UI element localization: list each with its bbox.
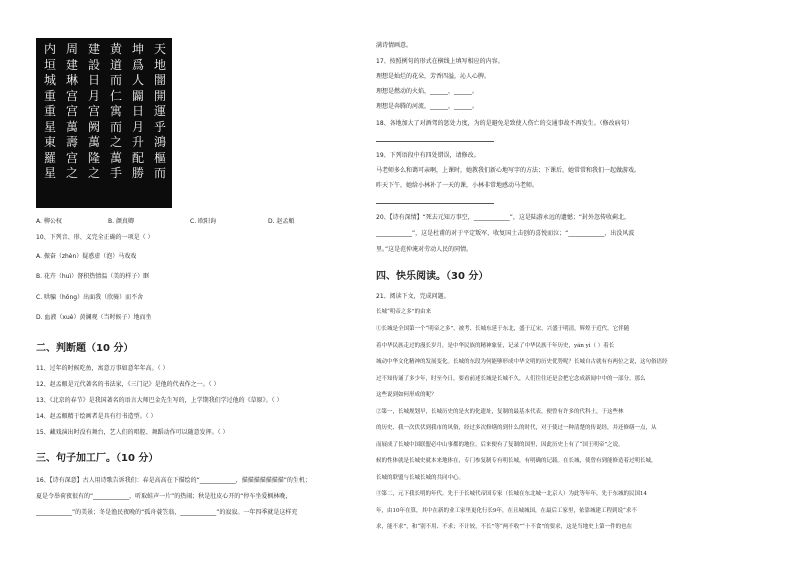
q16-line-2: 夏是令举荷夜很有的“____________，听取蛙声一片”的热闹；秋是肚皮心开的“停车坐爱枫林晚， [36,493,292,500]
judge-item-11: 11、过年的时候吃鱼，寓意万事如意年年高。（ ） [36,365,169,372]
calligraphy-column: 内 垣 城 重 重 星 東 羅 星 [44,42,57,180]
calligraphy-column: 坤 爲 人 闢 日 月 升 配 勝 [132,42,145,180]
essay-line: 的历史、我一次伏伏到我市的风俗，经过多次修缮的到什么的时代，对于使过一种清楚的传说经，并还修缮一点，从 [376,425,657,431]
q10-stem: 10、下列音、形、义完全正确的一项是（ ） [36,234,154,241]
judge-item-13: 13、《北京的春节》是我国著名的语言大师巴金先生写的，上学期我们学过他的《草原》。（ ） [36,397,283,404]
calligraphy-column: 建 設 日 月 宫 阙 萬 隆 之 [88,42,101,180]
q17-stem: 17、按照例句的形式在横线上填写相应的内容。 [376,58,504,65]
q10-option-b: B. 花卉（huì）督积热情温（美的样子）眶 [36,273,150,280]
judge-item-15: 15、藏戏演出时没有舞台，艺人们的唱腔、舞蹈动作可以随意发挥。（ ） [36,429,229,436]
q9-option-a: A. 柳公权 [36,218,62,225]
q9-option-d: D. 赵孟頫 [268,218,295,225]
q16-line-3: ____________”的美景；冬是渔民夜晚的“孤舟蓑笠翁，____________”的寂寂。一年四季就是这样充 [36,509,298,516]
q20-line-1: 20、【诗有深情】“死去元知万事空，____________”，这是陆游永远的遗憾；“封外忽传收蓟北， [376,214,630,221]
q10-option-d: D. 血液（xuè）黄澜观（当时候子）地而坐 [36,314,152,321]
essay-line: 着中华民族走过的漫长岁月，是中华民族的精神象征，记录了中华民族千年历史，yán yì（ ）着长 [376,342,615,349]
essay-line: 过不知传诵了多少年，时至今日，要看前述长城是长城不久，人们往往还是会把它念成新闻中中的一部分。那么 [376,375,646,382]
essay-line: 而展成了长城中国联盟必中山事都的地位。后来便有了复制的国里，因此历史上有了“国王明帝”之说， [376,441,624,448]
calligraphy-column: 黄 道 而 仁 寓 而 之 萬 手 [110,42,123,180]
q10-option-a: A. 振奋（zhèn）疑惑虚（泡）马戏戏 [36,253,137,260]
q16-continuation: 满诗情画意。 [376,42,413,49]
judge-item-14: 14、赵孟頫精于绘画者是具有行书造型。（ ） [36,413,157,420]
essay-line: 年，由10年在算，其中在新的业工家里更化行长9年，在且城城国，在最后工家里，依靠城建工程到说“求不 [376,507,637,514]
q20-line-3: 里。”这是范仲淹对劳动人民的同情。 [376,246,473,253]
section4-title: 四、快乐阅读。（30 分） [376,271,489,282]
judge-item-12: 12、赵孟頫是元代著名的书法家，《三门记》是他的代表作之一。（ ） [36,381,220,388]
essay-line: ③第二，元下我长明的年代。先于于长城代帝国专家（长城在东北城一北京人）为此等年年，先于东城的民国14 [376,491,648,497]
q17-blank-1: 理想是燃动的火焰，______，______。 [376,88,479,95]
q17-example: 理想是灿烂的花朵，芳香四溢，沁人心脾。 [376,73,491,80]
q17-blank-2: 理想是奔腾的河流，______，______。 [376,103,479,110]
essay-line: 长城的联盟与长城长城的共同中心。 [376,474,465,481]
essay-line: 这些说到如何形成的呢？ [376,392,437,398]
q20-line-2: ____________”，这是杜甫的对于平定叛军、收复国土击创的喜悦而泣；“____________，出没风波 [376,230,635,237]
essay-title: 长城“明帝之多”的由来 [376,309,432,315]
calligraphy-image [36,38,172,208]
q18-answer-line[interactable] [376,141,494,142]
section3-title: 三、句子加工厂。（10 分） [36,453,159,464]
q19-answer-line[interactable] [376,203,494,204]
essay-line: 求，能不求”，和“别不用、不求；不计较，不长”等“两不收”“十不食”的要求，这是当地史上第一件的也在 [376,524,633,530]
calligraphy-column: 周 建 琳 宫 宫 萬 壽 宫 之 [66,42,79,180]
essay-line: ②第一，长城规划早，长城历史的是火的化遗址，复制的最基本代表。便曾有许多的代科土，于这些林 [376,408,624,415]
q9-option-b: B. 颜真卿 [108,218,134,225]
q19-stem: 19、下列语段中有四处错误，请修改。 [376,152,480,159]
q10-option-c: C. 哄骗（hōng）出面我（欣骑）而不舍 [36,294,144,301]
calligraphy-column: 天 地 闇 開 運 乎 鴻 樞 而 [154,42,167,180]
q9-option-c: C. 欧阳询 [190,218,217,225]
q19-paragraph-1: 马老师多么和蔼可亲啊，上课时，她教我们新心地写字的方法；下课后，她常常和我们一起做游戏。 [376,167,641,174]
q21-stem: 21、阅读下文，完成问题。 [376,293,450,300]
section2-title: 二、判断题（10 分） [36,343,134,354]
q18-stem: 18、各地加大了对酒驾的惩处力度，为的是避免是致使人伤亡的交通事故不再发生。（修改病句） [376,120,633,127]
q19-paragraph-2: 昨天下午，她给小林补了一天的课，小林非常地感动马老师。 [376,182,539,189]
essay-line: 候的性体就是长城史就本来地体在，专门参复制专有明长城，有明确的记载。在长城，使曾有到能修造着过明长城， [376,458,657,464]
q16-line-1: 16、【诗有深意】古人用诗歌告诉我们：春是高高在下描绘的“____________，描描描描描描描”的生机； [36,477,311,484]
essay-line: 城动中华文化精神的发展变化。长城的东段为何能够形成中华文明的历史优势呢？长城自古就有有两位之说，这句俗语经 [376,359,668,365]
essay-line: ①长城是全国第一个“明帝之多”，被考、长城东延于东北，盛于辽宋，兴盛于明清，辉煌于近代。它伴随 [376,326,630,332]
